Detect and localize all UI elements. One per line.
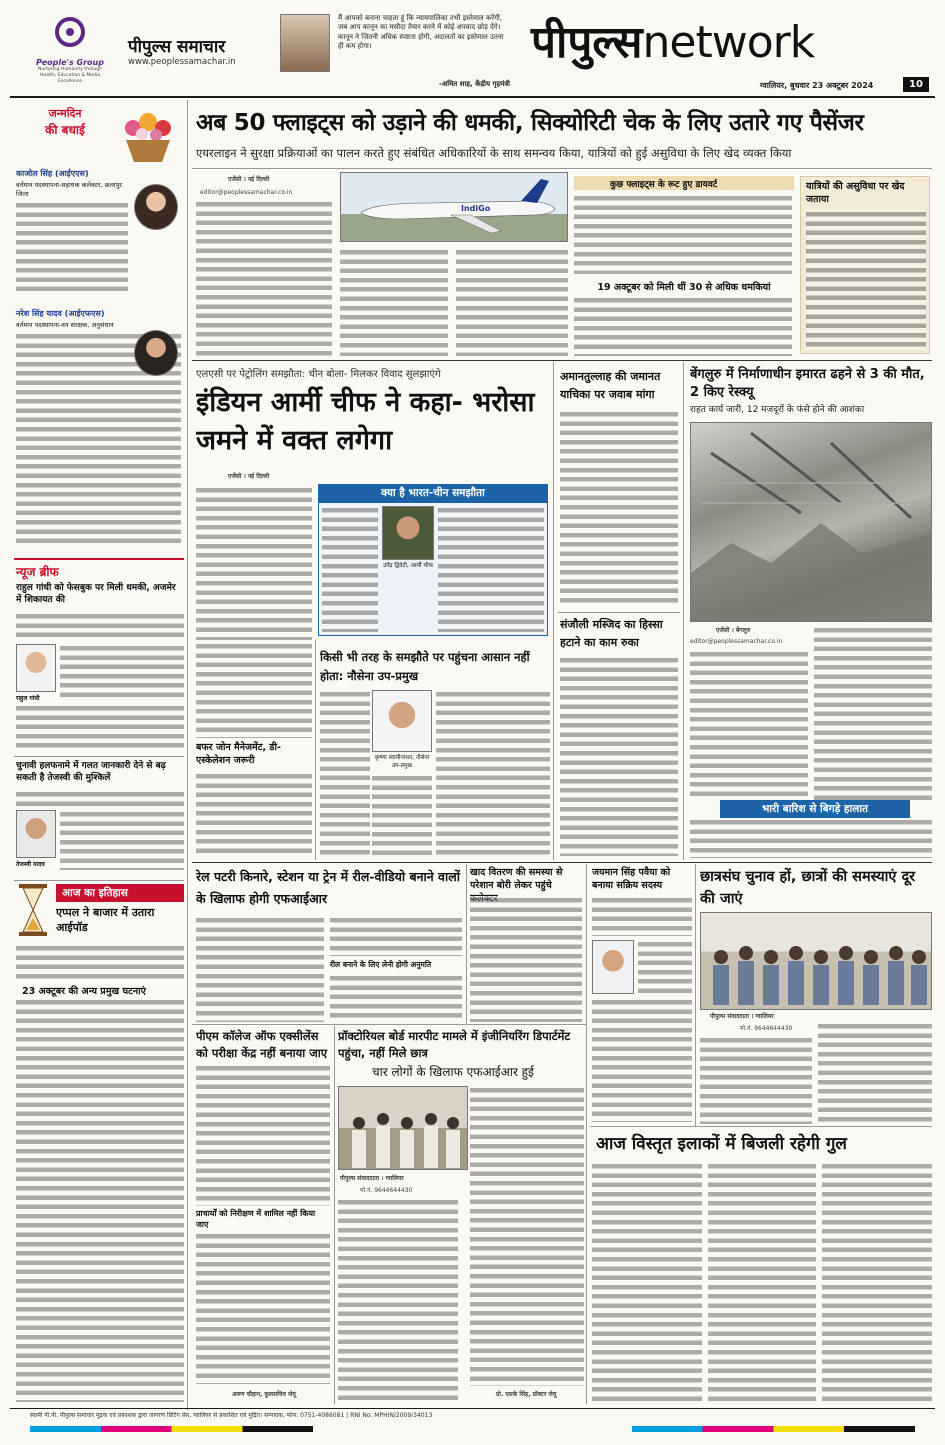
army-col-2 [196, 642, 312, 738]
proctorial-headline: प्रॉक्टोरियल बोर्ड मारपीट मामले में इंजीनियरिंग डिपार्टमेंट पहुंचा, नहीं मिले छात्र [338, 1029, 571, 1060]
proctorial-col-1 [338, 1198, 458, 1402]
paper-name: पीपुल्स समाचार [128, 37, 226, 57]
amanatullah-headline: अमानतुल्लाह की जमानत याचिका पर जवाब मांगा [560, 370, 661, 401]
hourglass-icon [16, 882, 50, 938]
lead-email[interactable]: editor@peoplessamachar.co.in [200, 189, 293, 196]
bengaluru-email[interactable]: editor@peoplessamachar.co.in [690, 638, 783, 645]
power-rule [590, 1126, 932, 1127]
mid-rule [192, 862, 932, 863]
fertilizer-text [470, 896, 582, 1022]
lead-subhead: एयरलाइन ने सुरक्षा प्रक्रियाओं का पालन करते हुए संबंधित अधिकारियों के साथ समन्वय किया, यात्रियों को हुई असुविधा के लिए खेद व्यक्त किया [196, 146, 792, 160]
army-col-1 [196, 486, 312, 640]
birthday-title-1: जन्मदिन [48, 107, 82, 120]
color-registration-bar [30, 1426, 915, 1432]
history-text [16, 944, 184, 980]
navy-col-2 [372, 774, 432, 856]
footer-rule [10, 1408, 935, 1409]
lead-side-title: यात्रियों की असुविधा पर खेद जताया [806, 181, 905, 205]
brief-1-text-b [60, 644, 184, 702]
proctorial-photo [338, 1086, 468, 1170]
brief-divider [14, 756, 184, 757]
student-headline: छात्रसंघ चुनाव हों, छात्रों की समस्याएं दूर की जाएं [700, 869, 916, 907]
rail-col-3 [330, 974, 462, 1022]
person-2-photo [134, 330, 178, 376]
flower-basket-icon [118, 108, 178, 166]
bengaluru-box-text [690, 818, 932, 858]
jayman-headline: जयमान सिंह पवैया को बनाया सक्रिय सदस्य [592, 867, 671, 891]
brief-1-text-c [16, 704, 184, 750]
brief-1-text-a [16, 612, 184, 640]
page-number: 10 [903, 77, 929, 92]
jayman-text-c [592, 998, 692, 1122]
person-2-name: नरेश सिंह यादव (आईएफएस) [16, 309, 105, 318]
pm-rule [192, 1024, 586, 1025]
proctorial-subhead: चार लोगों के खिलाफ एफआईआर हुई [372, 1065, 534, 1079]
army-box-title: क्या है भारत-चीन समझौता [318, 484, 548, 502]
person-1-details [16, 201, 128, 291]
briefs-title: न्यूज ब्रीफ [16, 565, 59, 579]
rail-sub: रील बनाने के लिए लेनी होगी अनुमति [330, 960, 432, 969]
network-logo-right: network [642, 17, 815, 68]
lead-rule [192, 168, 932, 169]
lead-col-1 [196, 200, 332, 356]
students-group-icon [701, 913, 932, 1010]
army-headline: इंडियन आर्मी चीफ ने कहा- भरोसा जमने में वक्त लगेगा [196, 387, 535, 456]
pm-college-headline: पीएम कॉलेज ऑफ एक्सीलेंस को परीक्षा केंद्र नहीं बनाया जाए [196, 1029, 328, 1060]
bengaluru-headline: बेंगलुरु में निर्माणाधीन इमारत ढहने से 3 की मौत, 2 किए रेस्क्यू [690, 367, 925, 400]
brief-2-headline: चुनावी हलफनामे में गलत जानकारी देने से बढ़ सकती है तेजस्वी की मुश्किलें [16, 761, 166, 783]
aircraft-icon [341, 173, 568, 242]
student-caption: पीपुल्स संवाददाता । ग्वालियर [710, 1013, 774, 1020]
quote-author: -अमित शाह, केंद्रीय गृहमंत्री [439, 80, 510, 88]
army-box-left [322, 506, 378, 632]
lead-box-text [574, 194, 792, 274]
network-logo [531, 10, 911, 78]
army-kicker: एलएसी पर पेट्रोलिंग समझौता: चीन बोला- मिलकर विवाद सुलझाएंगे [196, 369, 441, 380]
lead-side-text [806, 210, 926, 350]
navy-col-3 [436, 690, 550, 856]
footer-imprint: स्वामी पी.पी. पीपुल्स समाचार मुद्रक एवं प्रकाशक द्वारा जागरण प्रिंटिंग प्रेस, ग्वालियर से प्रकाशित एवं मुद्रित। सम्पादक, फोन: 0751-4086081 | RNI No. MPHIN/2009/34013 [30, 1412, 433, 1419]
birthday-header [16, 106, 114, 162]
bengaluru-byline: एजेंसी । बेंगलुरु [716, 627, 751, 634]
student-col-1 [700, 1036, 812, 1124]
navy-col-1 [320, 690, 370, 856]
brief-2-photo [16, 810, 56, 858]
col-divider-e [695, 864, 696, 1126]
proctorial-byline: पीपुल्स संवाददाता । ग्वालियर [340, 1175, 404, 1182]
history-title: आज का इतिहास [56, 884, 184, 902]
bengaluru-col-2 [814, 626, 932, 800]
person-1-name: काजोल सिंह (आईएएस) [16, 169, 89, 178]
col-divider-d [586, 864, 587, 1404]
birthday-title-2: की बधाई [45, 123, 85, 137]
student-col-2 [818, 1022, 932, 1124]
masthead-rule [10, 96, 935, 98]
bengaluru-box-title: भारी बारिश से बिगड़े हालात [720, 800, 910, 818]
history-rule [14, 880, 184, 881]
sidebar-divider [187, 100, 188, 1410]
power-col-2 [708, 1162, 816, 1402]
pm-college-sub: प्राचार्यों को निरीक्षण में शामिल नहीं किया जाए [196, 1209, 316, 1229]
aircraft-photo [340, 172, 568, 242]
power-headline: आज विस्तृत इलाकों में बिजली रहेगी गुल [596, 1134, 847, 1154]
group-tagline: Nurturing Humanity through Health, Education & Media Excellence [38, 67, 102, 84]
proctorial-col-2 [470, 1086, 584, 1386]
sanjauli-rule [558, 612, 680, 613]
fertilizer-headline: खाद वितरण की समस्या से परेशान बोरी लेकर पहुंचे [470, 867, 563, 891]
army-sub: बफर जोन मैनेजमेंट, डी-एस्केलेशन जरूरी [196, 742, 281, 766]
army-col-3 [196, 772, 312, 856]
sanjauli-headline: संजौली मस्जिद का हिस्सा हटाने का काम रुका [560, 618, 663, 649]
group-name: People's Group [36, 58, 104, 67]
col-divider-a [553, 362, 554, 860]
person-1-photo [134, 184, 178, 230]
lead-box2-text [574, 296, 792, 356]
brief-1-caption: राहुल गांधी [16, 695, 40, 702]
col-divider-c [466, 864, 467, 1024]
history-headline: एप्पल ने बाजार में उतारा आईपॉड [56, 906, 155, 934]
army-navy-divider [315, 640, 316, 860]
brief-2-text-b [60, 810, 184, 870]
sanjauli-text [560, 656, 678, 856]
pm-college-text-b [196, 1232, 330, 1384]
quote-text: मैं आपको बताना चाहता हूं कि न्यायपालिका तभी इस्तेमाल करेंगी, जब आप कानून का मसौदा तैयार करने में कोई अपवाद छोड़ देंगे। कानून ने जितनी अधिक स्पष्टता होगी, अदालतों का इस्तेमाल उतना ही कम होगा। [338, 14, 504, 51]
jayman-text-a [592, 896, 692, 936]
website[interactable]: www.peoplessamachar.in [128, 57, 236, 67]
power-col-1 [592, 1162, 702, 1402]
army-top-rule [192, 360, 932, 361]
army-byline: एजेंसी । नई दिल्ली [228, 473, 270, 480]
bengaluru-subhead: राहत कार्य जारी, 12 मजदूरों के फंसे होने की आशंका [690, 405, 865, 415]
briefs-rule [14, 558, 184, 560]
dateline: ग्वालियर, बुधवार 23 अक्टूबर 2024 [760, 81, 874, 90]
jayman-text-b [638, 940, 692, 994]
lead-box2-title: 19 अक्टूबर को मिली थीं 30 से अधिक धमकियां [597, 282, 771, 293]
rubble-icon [691, 423, 932, 622]
proctorial-mobile: मो.नं. 9644644430 [360, 1187, 413, 1194]
student-mobile: मो.नं. 9644644430 [740, 1025, 793, 1032]
brief-1-photo [16, 644, 56, 692]
lead-byline: एजेंसी । नई दिल्ली [228, 176, 270, 183]
pm-college-text-a [196, 1064, 330, 1206]
proctorial-signoff: प्रो. एसके सिंह, प्रॉक्टर जेयू [496, 1391, 557, 1398]
person-1-line: वर्तमान पदस्थापना-सहायक कलेक्टर, छतरपुर जिला [16, 181, 122, 198]
history-events-title: 23 अक्टूबर की अन्य प्रमुख घटनाएं [22, 986, 146, 997]
power-col-3 [822, 1162, 932, 1402]
history-events-list [16, 998, 184, 1402]
army-chief-caption: उपेंद्र द्विवेदी, आर्मी चीफ [382, 563, 434, 569]
rail-col-2 [330, 916, 462, 956]
navy-photo [372, 690, 432, 752]
army-chief-photo [382, 506, 434, 560]
people-group-logo [30, 14, 110, 94]
rail-headline: रेल पटरी किनारे, स्टेशन या ट्रेन में रील-वीडियो बनाने वालों के खिलाफ होगी एफआईआर [196, 869, 460, 906]
lead-headline: अब 50 फ्लाइट्स को उड़ाने की धमकी, सिक्योरिटी चेक के लिए उतारे गए पैसेंजर [196, 110, 864, 136]
col-divider-b [683, 362, 684, 860]
officials-group-icon [339, 1087, 468, 1170]
army-box-right [438, 506, 544, 632]
jayman-photo [592, 940, 634, 994]
student-photo [700, 912, 932, 1010]
navy-headline: किसी भी तरह के समझौते पर पहुंचना आसान नहीं होता: नौसेना उप-प्रमुख [320, 650, 530, 683]
lead-col-3 [456, 248, 568, 356]
person-2-line: वर्तमान पदस्थापना-वन संरक्षक, अनुसंधान [16, 321, 114, 329]
collapse-photo [690, 422, 932, 622]
rail-col-1 [196, 916, 324, 1022]
col-divider-f [334, 1026, 335, 1404]
aircraft-brand: IndiGo [461, 204, 491, 213]
navy-caption: कृष्णा स्वामीनाथन, नौसेना उप-प्रमुख [374, 755, 430, 769]
bengaluru-col-1 [690, 650, 808, 800]
brief-1-headline: राहुल गांधी को फेसबुक पर मिली धमकी, अजमेर में शिकायत की [16, 583, 176, 605]
network-logo-left: पीपुल्स [531, 17, 643, 68]
quote-photo [280, 14, 330, 72]
brief-2-text-a [16, 790, 184, 808]
lead-col-2 [340, 248, 448, 356]
pm-college-byline: अरुण चौहान, कुलसचिव जेयू [232, 1391, 296, 1398]
people-group-emblem-icon [30, 14, 110, 54]
lead-box-title: कुछ फ्लाइट्स के रूट हुए डायवर्ट [610, 180, 718, 190]
brief-2-caption: तेजस्वी यादव [16, 861, 45, 868]
amanatullah-text [560, 410, 678, 606]
